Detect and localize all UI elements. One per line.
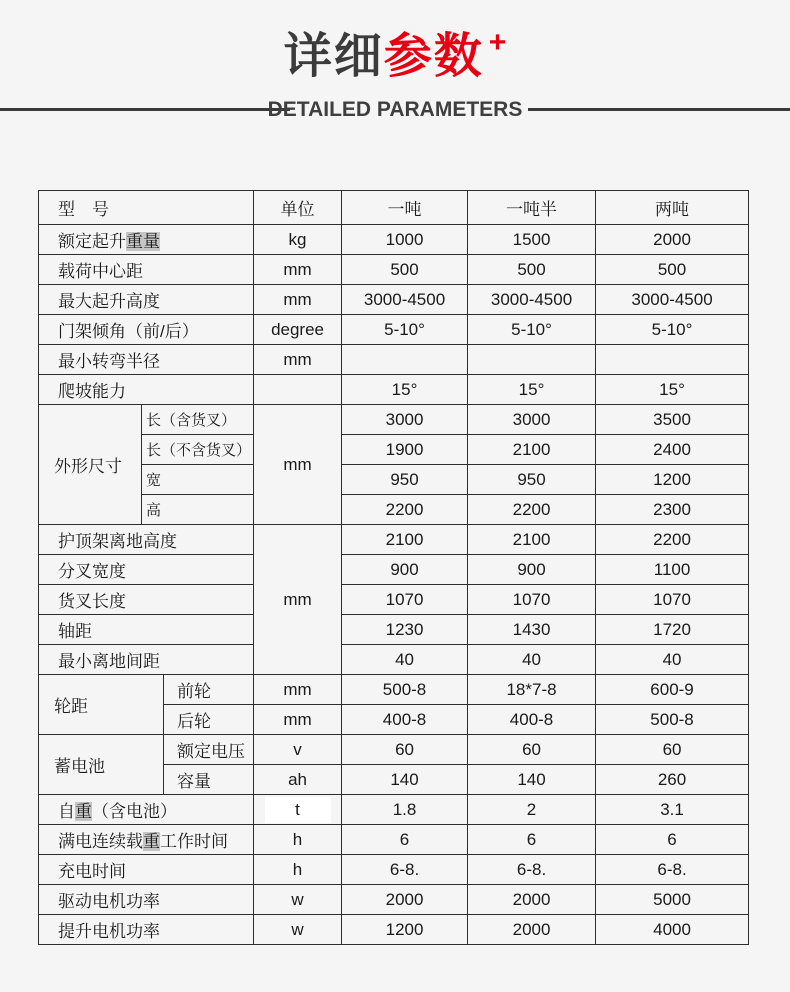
value-cell: 6-8. — [468, 855, 596, 885]
row-label: 提升电机功率 — [39, 915, 254, 945]
unit-cell: w — [254, 885, 342, 915]
value-cell: 18*7-8 — [468, 675, 596, 705]
value-cell: 2000 — [468, 915, 596, 945]
table-row — [39, 855, 749, 885]
row-label: 容量 — [164, 765, 254, 795]
value-cell: 40 — [342, 645, 468, 675]
page-subtitle: DETAILED PARAMETERS — [267, 98, 523, 121]
table-row — [39, 555, 749, 585]
value-cell — [342, 345, 468, 375]
value-cell: 500-8 — [342, 675, 468, 705]
table-row — [39, 495, 749, 525]
unit-cell: mm — [254, 405, 342, 525]
value-cell: 500 — [596, 255, 749, 285]
value-cell: 2400 — [596, 435, 749, 465]
row-label: 前轮 — [164, 675, 254, 705]
unit-cell: w — [254, 915, 342, 945]
table-row — [39, 405, 749, 435]
row-label: 额定起升重量 — [39, 225, 254, 255]
value-cell: 2200 — [596, 525, 749, 555]
unit-cell: ah — [254, 765, 342, 795]
row-label: 宽 — [142, 465, 254, 495]
value-cell: 1230 — [342, 615, 468, 645]
value-cell: 40 — [468, 645, 596, 675]
row-label: 最小离地间距 — [39, 645, 254, 675]
value-cell: 15° — [342, 375, 468, 405]
unit-cell: mm — [254, 525, 342, 675]
value-cell: 1000 — [342, 225, 468, 255]
value-cell: 3000-4500 — [468, 285, 596, 315]
value-cell: 2200 — [468, 495, 596, 525]
value-cell: 6 — [596, 825, 749, 855]
value-cell: 2300 — [596, 495, 749, 525]
value-cell: 1720 — [596, 615, 749, 645]
row-label: 自重（含电池） — [39, 795, 254, 825]
value-cell: 60 — [596, 735, 749, 765]
row-label: 额定电压 — [164, 735, 254, 765]
value-cell: 3500 — [596, 405, 749, 435]
value-cell: 5-10° — [596, 315, 749, 345]
table-row — [39, 525, 749, 555]
unit-cell: mm — [254, 675, 342, 705]
row-label: 护顶架离地高度 — [39, 525, 254, 555]
value-cell: 3000-4500 — [342, 285, 468, 315]
value-cell: 3000 — [468, 405, 596, 435]
value-cell: 140 — [468, 765, 596, 795]
value-cell: 500 — [342, 255, 468, 285]
plus-icon: + — [488, 26, 507, 59]
value-cell: 6-8. — [342, 855, 468, 885]
value-cell: 6 — [468, 825, 596, 855]
spec-table — [38, 190, 749, 945]
table-row — [39, 825, 749, 855]
row-label: 后轮 — [164, 705, 254, 735]
value-cell: 1100 — [596, 555, 749, 585]
value-cell: 40 — [596, 645, 749, 675]
highlighted-text: 重 — [143, 832, 160, 851]
unit-cell: h — [254, 855, 342, 885]
table-row — [39, 375, 749, 405]
value-cell: 1070 — [596, 585, 749, 615]
unit-cell: mm — [254, 345, 342, 375]
value-cell: 1200 — [596, 465, 749, 495]
row-label: 轴距 — [39, 615, 254, 645]
value-cell: 5-10° — [342, 315, 468, 345]
table-row — [39, 255, 749, 285]
unit-cell — [254, 795, 342, 825]
table-row — [39, 285, 749, 315]
value-cell: 500-8 — [596, 705, 749, 735]
column-header: 两吨 — [596, 191, 749, 225]
row-label: 货叉长度 — [39, 585, 254, 615]
row-label: 最大起升高度 — [39, 285, 254, 315]
value-cell: 4000 — [596, 915, 749, 945]
table-row — [39, 345, 749, 375]
table-row — [39, 645, 749, 675]
table-row — [39, 225, 749, 255]
unit-cell: mm — [254, 705, 342, 735]
value-cell: 2000 — [468, 885, 596, 915]
subtitle-row — [0, 96, 790, 126]
value-cell: 2100 — [342, 525, 468, 555]
value-cell: 6 — [342, 825, 468, 855]
value-cell: 950 — [468, 465, 596, 495]
table-row — [39, 465, 749, 495]
value-cell: 2000 — [342, 885, 468, 915]
group-label: 轮距 — [39, 675, 164, 735]
value-cell: 1430 — [468, 615, 596, 645]
value-cell: 950 — [342, 465, 468, 495]
value-cell: 2100 — [468, 435, 596, 465]
unit-cell: mm — [254, 255, 342, 285]
page-title — [0, 26, 790, 94]
column-header: 单位 — [254, 191, 342, 225]
table-row — [39, 915, 749, 945]
unit-cell: mm — [254, 285, 342, 315]
value-cell: 900 — [342, 555, 468, 585]
row-label: 长（含货叉） — [142, 405, 254, 435]
table-row — [39, 735, 749, 765]
value-cell: 1070 — [342, 585, 468, 615]
value-cell: 1500 — [468, 225, 596, 255]
group-label: 蓄电池 — [39, 735, 164, 795]
value-cell: 15° — [596, 375, 749, 405]
highlight-box: t — [265, 797, 331, 823]
column-header: 一吨半 — [468, 191, 596, 225]
unit-cell: h — [254, 825, 342, 855]
value-cell: 3000 — [342, 405, 468, 435]
row-label: 爬坡能力 — [39, 375, 254, 405]
group-label: 外形尺寸 — [39, 405, 142, 525]
value-cell: 400-8 — [342, 705, 468, 735]
value-cell: 1900 — [342, 435, 468, 465]
value-cell: 3.1 — [596, 795, 749, 825]
value-cell — [596, 345, 749, 375]
table-row — [39, 885, 749, 915]
column-header: 型 号 — [39, 191, 254, 225]
header-row — [39, 191, 749, 225]
value-cell: 5000 — [596, 885, 749, 915]
row-label: 载荷中心距 — [39, 255, 254, 285]
value-cell: 60 — [342, 735, 468, 765]
right-divider-line — [528, 108, 790, 111]
unit-cell: kg — [254, 225, 342, 255]
table-row — [39, 315, 749, 345]
value-cell: 2000 — [596, 225, 749, 255]
value-cell: 6-8. — [596, 855, 749, 885]
value-cell: 2 — [468, 795, 596, 825]
row-label: 最小转弯半径 — [39, 345, 254, 375]
row-label: 分叉宽度 — [39, 555, 254, 585]
title-text-dark: 详细 — [283, 30, 384, 83]
unit-cell — [254, 375, 342, 405]
table-row — [39, 615, 749, 645]
value-cell: 1070 — [468, 585, 596, 615]
row-label: 满电连续载重工作时间 — [39, 825, 254, 855]
value-cell: 600-9 — [596, 675, 749, 705]
column-header: 一吨 — [342, 191, 468, 225]
row-label: 驱动电机功率 — [39, 885, 254, 915]
spec-table-body — [39, 191, 749, 945]
value-cell: 140 — [342, 765, 468, 795]
value-cell: 260 — [596, 765, 749, 795]
row-label: 门架倾角（前/后） — [39, 315, 254, 345]
row-label: 充电时间 — [39, 855, 254, 885]
page-header — [0, 0, 790, 160]
highlighted-text: 重量 — [126, 232, 160, 251]
value-cell: 2100 — [468, 525, 596, 555]
table-row — [39, 585, 749, 615]
row-label: 高 — [142, 495, 254, 525]
highlighted-text: 重 — [75, 802, 92, 821]
value-cell — [468, 345, 596, 375]
row-label: 长（不含货叉） — [142, 435, 254, 465]
unit-cell: v — [254, 735, 342, 765]
table-row — [39, 795, 749, 825]
table-row — [39, 675, 749, 705]
title-text-red: 参数 — [383, 30, 484, 83]
value-cell: 500 — [468, 255, 596, 285]
value-cell: 900 — [468, 555, 596, 585]
value-cell: 3000-4500 — [596, 285, 749, 315]
value-cell: 1.8 — [342, 795, 468, 825]
value-cell: 60 — [468, 735, 596, 765]
value-cell: 5-10° — [468, 315, 596, 345]
value-cell: 400-8 — [468, 705, 596, 735]
value-cell: 2200 — [342, 495, 468, 525]
unit-cell: degree — [254, 315, 342, 345]
value-cell: 15° — [468, 375, 596, 405]
table-row — [39, 435, 749, 465]
value-cell: 1200 — [342, 915, 468, 945]
